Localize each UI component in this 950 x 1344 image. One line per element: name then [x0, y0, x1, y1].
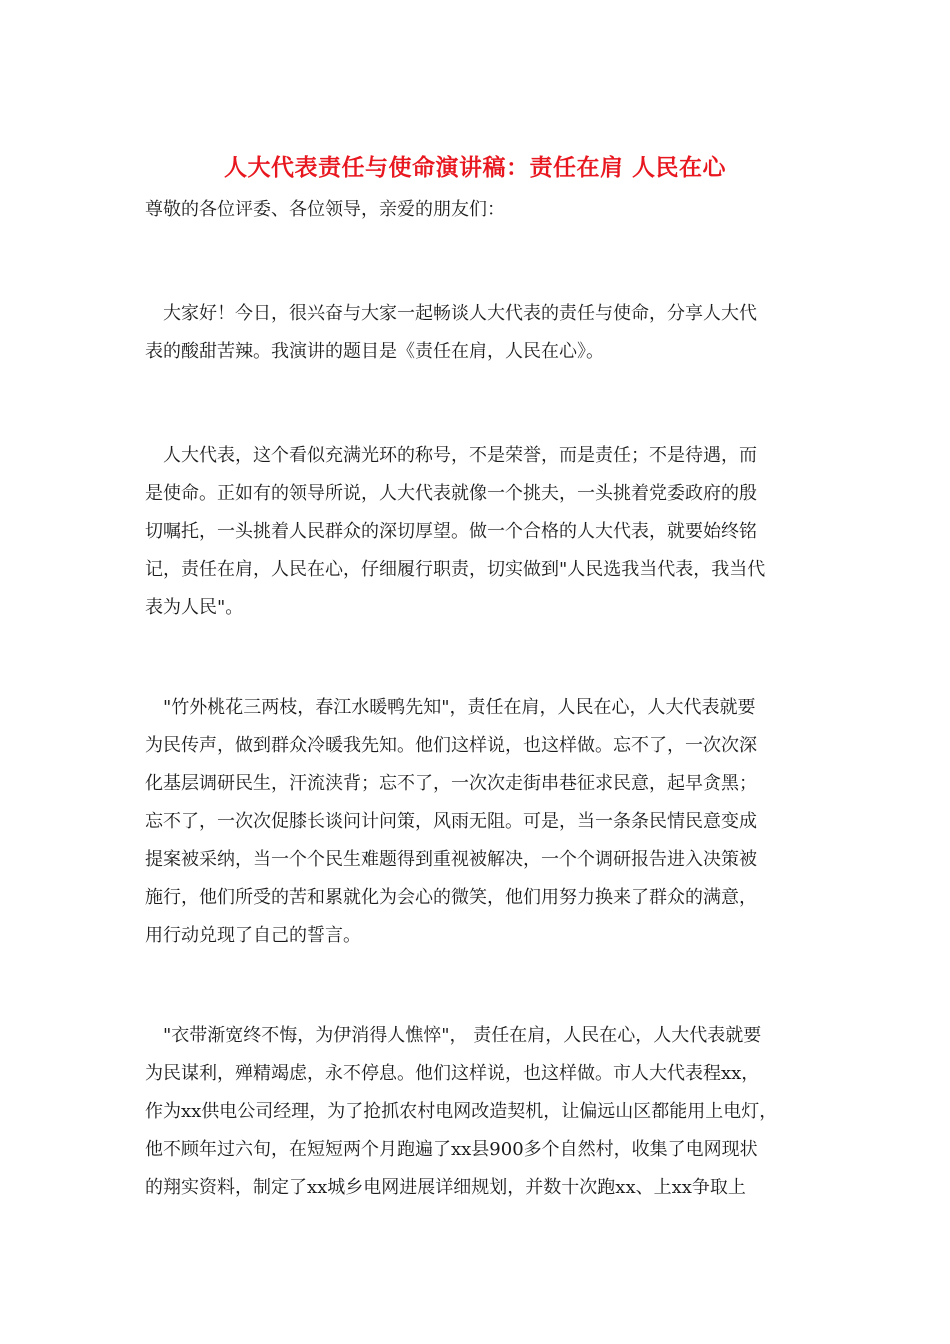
paragraph-line: 大家好！今日，很兴奋与大家一起畅谈人大代表的责任与使命，分享人大代: [163, 303, 757, 324]
paragraph-line: 忘不了，一次次促膝长谈问计问策，风雨无阻。可是，当一条条民情民意变成: [145, 811, 757, 832]
paragraph-line: 为民传声，做到群众冷暖我先知。他们这样说，也这样做。忘不了，一次次深: [145, 735, 757, 756]
paragraph-line: 表为人民"。: [145, 597, 244, 618]
paragraph-line: 切嘱托，一头挑着人民群众的深切厚望。做一个合格的人大代表，就要始终铭: [145, 521, 757, 542]
paragraph-4: [145, 1017, 805, 1207]
paragraph-line: 为民谋利，殚精竭虑，永不停息。他们这样说，也这样做。市人大代表程xx，: [145, 1063, 760, 1084]
paragraph-line: 施行，他们所受的苦和累就化为会心的微笑，他们用努力换来了群众的满意，: [145, 887, 757, 908]
paragraph-line: 的翔实资料，制定了xx城乡电网进展详细规划，并数十次跑xx、上xx争取上: [145, 1177, 746, 1198]
paragraph-line: 人大代表，这个看似充满光环的称号，不是荣誉，而是责任；不是待遇，而: [163, 445, 757, 466]
paragraph-line: 化基层调研民生，汗流浃背；忘不了，一次次走街串巷征求民意，起早贪黑；: [145, 773, 757, 794]
paragraph-line: 表的酸甜苦辣。我演讲的题目是《责任在肩，人民在心》。: [145, 341, 604, 362]
paragraph-1: [145, 295, 805, 371]
salutation: 尊敬的各位评委、各位领导，亲爱的朋友们：: [145, 199, 505, 220]
paragraph-line: "竹外桃花三两枝，春江水暖鸭先知"，责任在肩，人民在心，人大代表就要: [163, 697, 756, 718]
paragraph-line: 作为xx供电公司经理，为了抢抓农村电网改造契机，让偏远山区都能用上电灯，: [145, 1101, 778, 1122]
paragraph-3: [145, 689, 805, 955]
paragraph-2: [145, 437, 805, 627]
paragraph-line: 是使命。正如有的领导所说，人大代表就像一个挑夫，一头挑着党委政府的殷: [145, 483, 757, 504]
paragraph-line: 记，责任在肩，人民在心，仔细履行职责，切实做到"人民选我当代表，我当代: [145, 559, 766, 580]
paragraph-line: 他不顾年过六旬，在短短两个月跑遍了xx县900多个自然村，收集了电网现状: [145, 1139, 758, 1160]
document-title: 人大代表责任与使命演讲稿：责任在肩 人民在心: [223, 154, 726, 181]
paragraph-line: 提案被采纳，当一个个民生难题得到重视被解决，一个个调研报告进入决策被: [145, 849, 757, 870]
paragraph-line: "衣带渐宽终不悔，为伊消得人憔悴"， 责任在肩，人民在心，人大代表就要: [163, 1025, 762, 1046]
paragraph-line: 用行动兑现了自己的誓言。: [145, 925, 361, 946]
